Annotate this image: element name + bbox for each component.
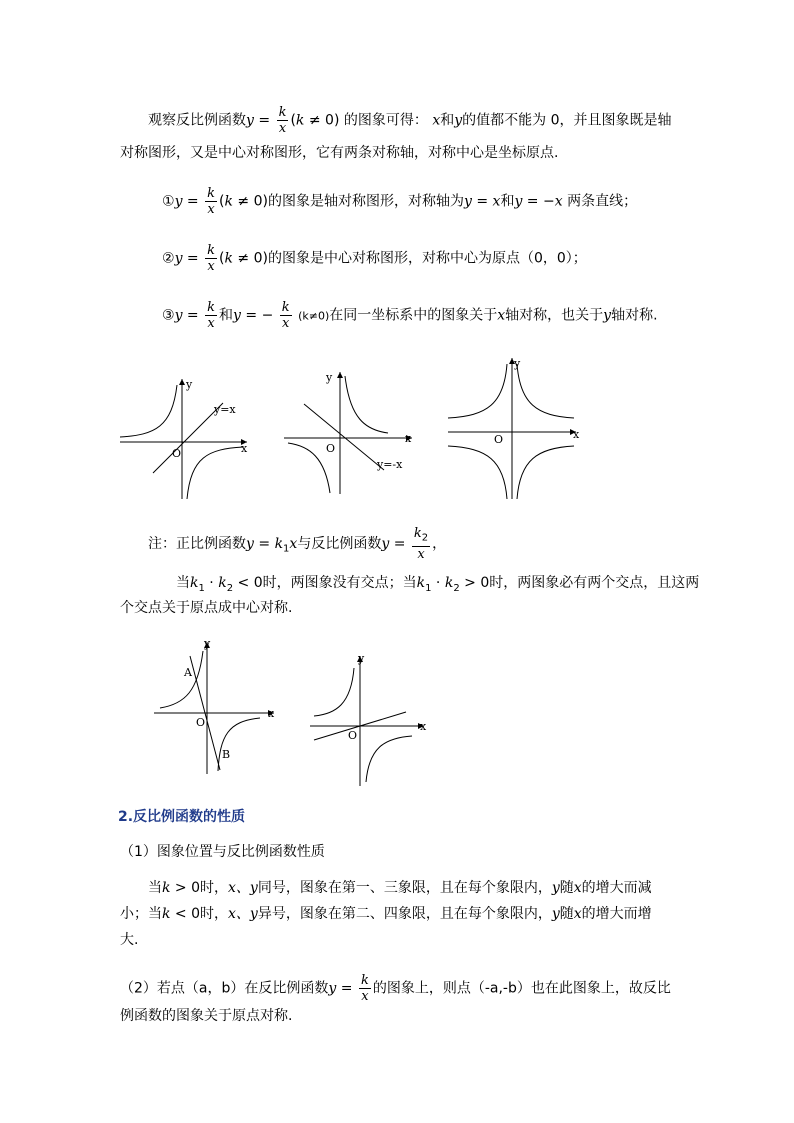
note-prefix: 注：正比例函数 xyxy=(148,535,246,552)
p1-l1d: 同号，图象在第一、三象限，且在每个象限内， xyxy=(257,880,552,896)
section-heading: 2.反比例函数的性质 xyxy=(118,809,246,825)
intro-line-1: 观察反比例函数y = $\frac{k}{x}$ (k ≠ 0) 的图象可得： x和y的值都不能为 0，并且图象既是轴 xyxy=(148,105,672,136)
p1-l1e: y xyxy=(551,880,560,896)
p2-a: （2）若点（a，b）在反比例函数 xyxy=(120,980,329,997)
item-1-text-2: 两条直线； xyxy=(567,193,638,210)
note-mid: 与反比例函数 xyxy=(297,535,382,552)
p1-l2b: 时， xyxy=(200,906,229,922)
intro-line-2: 对称图形，又是中心对称图形，它有两条对称轴，对称中心是坐标原点. xyxy=(120,145,559,161)
axis-y-label: y xyxy=(358,652,365,665)
note-p2c: 时，两图象必有两个交点，且这两 xyxy=(489,575,700,591)
note-end: ， xyxy=(432,535,447,552)
axis-y-label: y xyxy=(514,357,521,370)
prop1-line-2: 小；当k < 0时，x、y异号，图象在第二、四象限，且在每个象限内，y随x的增大而增 xyxy=(120,906,652,922)
origin-label: O xyxy=(348,729,358,742)
axis-y-label: y xyxy=(204,637,211,650)
p1-l1h: 的增大而减 xyxy=(581,880,652,896)
axis-x-label: x xyxy=(241,442,248,455)
point-a-label: A xyxy=(184,666,192,679)
item-3-text-3: 轴对称. xyxy=(611,307,658,324)
item-3-text: 在同一坐标系中的图象关于 xyxy=(329,307,498,324)
figure-intersect-none xyxy=(150,636,280,776)
item-2: ②y = $\frac{k}{x}$ (k ≠ 0)的图象是中心对称图形，对称中心为原点（0，0）； xyxy=(162,243,587,274)
origin-label: O xyxy=(494,433,504,446)
item-3-x: x xyxy=(497,307,506,324)
note-line-2: 当$k_1 \cdot k_2 < 0$时，两图象没有交点；当$k_1 \cdot k_2 > 0$时，两图象必有两个交点，且这两 xyxy=(176,575,700,594)
intro-text-4: 的值都不能为 0，并且图象既是轴 xyxy=(462,112,672,129)
p2-b: 的图象上，则点（-a,-b）也在此图象上，故反比 xyxy=(372,980,671,997)
prop1-line-3: 大. xyxy=(120,932,139,948)
prop1-title: （1）图象位置与反比例函数性质 xyxy=(120,844,325,860)
intro-text-3: 和 xyxy=(440,112,455,129)
item-1: ①y = $\frac{k}{x}$ (k ≠ 0)的图象是轴对称图形，对称轴为y = x和y = −x 两条直线； xyxy=(162,186,638,217)
figure-hyperbola-symmetric xyxy=(442,354,587,504)
p1-l2d: 异号，图象在第二、四象限，且在每个象限内， xyxy=(257,906,552,922)
axis-x-label: x xyxy=(405,432,412,445)
axis-y-label: y xyxy=(186,378,193,391)
item-3: ③y = $\frac{k}{x}$ 和y = − $\frac{k}{x}$ (k≠0)在同一坐标系中的图象关于x轴对称，也关于y轴对称. xyxy=(162,300,658,331)
note-line-1: 注：正比例函数$y = k_1x$与反比例函数y = $\frac{k_2}{x}$ ， xyxy=(148,526,447,562)
axis-x-label: x xyxy=(268,707,275,720)
axis-x-label: x xyxy=(420,720,427,733)
p1-l2g: x xyxy=(573,906,582,922)
p1-l2a: 小；当 xyxy=(120,906,162,922)
figure-hyperbola-y-equals-x xyxy=(115,375,255,503)
p1-l1b: 时， xyxy=(200,880,229,896)
origin-label: O xyxy=(326,442,336,455)
figure-hyperbola-y-equals-minus-x xyxy=(280,368,420,496)
item-3-text-2: 轴对称，也关于 xyxy=(505,307,604,324)
prop2-line-2: 例函数的图象关于原点对称. xyxy=(120,1008,293,1024)
item-3-mid: 和 xyxy=(219,307,234,324)
prop1-line-1: 当k > 0时，x、y同号，图象在第一、三象限，且在每个象限内，y随x的增大而减 xyxy=(148,880,652,896)
item-2-text: 的图象是中心对称图形，对称中心为原点（0，0）； xyxy=(267,250,587,267)
line-label: y=-x xyxy=(377,458,403,471)
item-1-text: 的图象是轴对称图形，对称轴为 xyxy=(267,193,464,210)
item-3-cond: (k≠0) xyxy=(298,309,330,323)
item-1-num: ① xyxy=(162,193,175,210)
origin-label: O xyxy=(172,447,182,460)
note-line-3: 个交点关于原点成中心对称. xyxy=(120,600,293,616)
item-2-num: ② xyxy=(162,250,175,267)
note-p2b: 时，两图象没有交点；当 xyxy=(262,575,417,591)
figure-intersect-two xyxy=(306,652,436,788)
item-3-num: ③ xyxy=(162,307,175,324)
intro-text-2: 的图象可得： xyxy=(343,112,428,129)
point-b-label: B xyxy=(222,748,231,761)
p1-l1g: x xyxy=(573,880,582,896)
p1-l1a: 当 xyxy=(148,880,162,896)
p1-l2h: 的增大而增 xyxy=(581,906,652,922)
p1-l1c: x、y xyxy=(228,880,258,896)
line-label: y=x xyxy=(214,403,236,416)
p1-l2f: 随 xyxy=(559,906,574,922)
note-p2a: 当 xyxy=(176,575,190,591)
p1-l2e: y xyxy=(551,906,560,922)
p1-l2c: x、y xyxy=(228,906,258,922)
intro-text: 观察反比例函数 xyxy=(148,112,246,129)
origin-label: O xyxy=(196,716,206,729)
axis-y-label: y xyxy=(326,371,333,384)
item-3-y: y xyxy=(603,307,612,324)
axis-x-label: x xyxy=(573,428,580,441)
p1-l1f: 随 xyxy=(559,880,574,896)
prop2-line-1: （2）若点（a，b）在反比例函数y = $\frac{k}{x}$ 的图象上，则点（-a,-b）也在此图象上，故反比 xyxy=(120,973,671,1004)
